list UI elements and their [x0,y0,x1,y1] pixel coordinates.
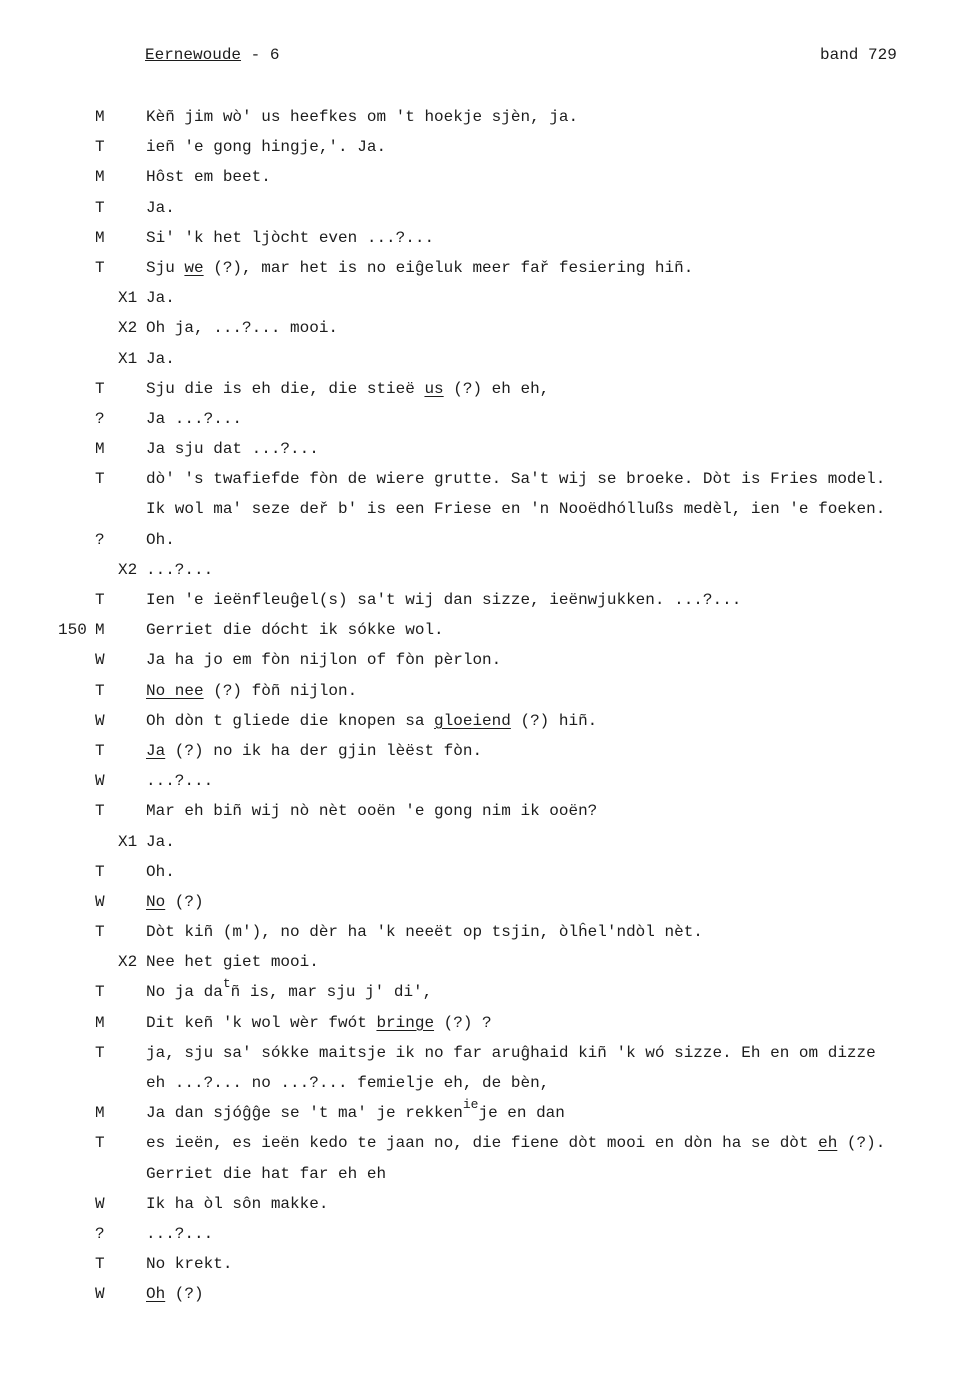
underlined-word: Ja [146,741,166,760]
transcript-line [0,920,973,950]
speaker-label: W [95,651,105,670]
transcript-line [0,437,973,467]
speaker-label: X2 [118,953,138,972]
utterance-text: Hôst em beet. [146,168,271,187]
speaker-label: T [95,1134,105,1153]
utterance-text: Ja. [146,349,175,368]
transcript-line [0,976,973,1010]
transcript-line [0,1162,973,1192]
speaker-label: T [95,138,105,157]
utterance-text: ...?... [146,560,214,579]
underlined-word: No nee [146,681,204,700]
utterance-text: Mar eh biñ wij nò nèt ooën 'e gong nim ik ooën? [146,802,598,821]
utterance-text: No (?) [146,892,204,911]
utterance-text: No krekt. [146,1255,233,1274]
utterance-text: Kèñ jim wò' us heefkes om 't hoekje sjèn, ja. [146,108,579,126]
utterance-text: Sju die is eh die, die stieë us (?) eh eh, [146,379,550,398]
speaker-label: ? [95,409,105,428]
speaker-label: X1 [118,832,138,851]
utterance-text: dò' 's twafiefde fòn de wiere grutte. Sa't wij se broeke. Dòt is Fries model. [146,470,886,489]
utterance-text: Oh. [146,530,175,549]
utterance-text: Oh ja, ...?... mooi. [146,319,339,338]
speaker-label: W [95,711,105,730]
utterance-text: Ja. [146,198,175,217]
utterance-text: Dit keñ 'k wol wèr fwót bringe (?) ? [146,1013,492,1032]
speaker-label: T [95,379,105,398]
utterance-text: Dòt kiñ (m'), no dèr ha 'k neeët op tsjin, òlĥel'ndòl nèt. [146,923,703,942]
transcript-line [0,1282,973,1312]
utterance-text: Ja ha jo em fòn nijlon of fòn pèrlon. [146,651,502,670]
speaker-label: M [95,621,105,640]
speaker-label: T [95,470,105,489]
utterance-text: Ja dan sjóĝĝe se 't ma' je rekken$^{ie}$je en dan [146,1097,565,1123]
transcript-line [0,890,973,920]
transcript-line [0,196,973,226]
utterance-text: Ik wol ma' seze deř b' is een Friese en 'n Nooëdhóllußs medèl, ien 'e foeken. [146,500,886,519]
utterance-text: Gerriet die hat far eh eh [146,1164,387,1183]
page-header-left [145,46,279,64]
speaker-label: T [95,591,105,609]
transcript-line [0,316,973,346]
transcript-line [0,709,973,739]
underlined-word: us [424,379,444,398]
utterance-text: Ja ...?... [146,409,243,428]
speaker-label: T [95,802,105,821]
speaker-label: W [95,772,105,791]
utterance-text: Ja. [146,289,175,308]
utterance-text: Ja sju dat ...?... [146,440,319,459]
transcript-line [0,950,973,980]
utterance-text: No nee (?) fòñ nijlon. [146,681,358,700]
underlined-word: Oh [146,1285,166,1304]
utterance-text: Sju we (?), mar het is no eiĝeluk meer fař fesiering hiñ. [146,258,694,277]
transcript-line [0,558,973,588]
speaker-label: T [95,741,105,760]
speaker-label: T [95,923,105,942]
speaker-label: X2 [118,560,138,579]
speaker-label: W [95,1194,105,1213]
transcript-line [0,377,973,407]
transcript-line [0,1011,973,1041]
utterance-text: es ieën, es ieën kedo te jaan no, die fiene dòt mooi en dòn ha se dòt eh (?). [146,1134,886,1153]
utterance-text: ieñ 'e gong hingje,'. Ja. [146,138,387,157]
speaker-label: ? [95,1224,105,1243]
transcript-line [0,679,973,709]
utterance-text: Ja. [146,832,175,851]
speaker-label: M [95,1013,105,1032]
underlined-word: gloeiend [434,711,511,730]
utterance-text: ...?... [146,772,214,791]
utterance-text: Gerriet die dócht ik sókke wol. [146,621,444,640]
transcript-line [0,226,973,256]
transcript-line [0,1131,973,1161]
utterance-text: Ien 'e ieënfleuĝel(s) sa't wij dan sizze, ieënwjukken. ...?... [146,591,742,609]
transcript-line [0,165,973,195]
speaker-label: X1 [118,349,138,368]
transcript-line [0,618,973,648]
speaker-label: T [95,681,105,700]
page-number: - 6 [241,46,280,64]
utterance-text: ja, sju sa' sókke maitsje ik no far aruĝhaid kiñ 'k wó sizze. Eh en om dizze [146,1043,876,1062]
transcript-line [0,830,973,860]
utterance-text: Oh dòn t gliede die knopen sa gloeiend (?) hiñ. [146,711,598,730]
speaker-label: X2 [118,319,138,338]
superscript-correction: t [222,976,231,992]
transcript-line [0,739,973,769]
speaker-label: T [95,862,105,881]
speaker-label: W [95,892,105,911]
speaker-label: T [95,1255,105,1274]
speaker-label: M [95,168,105,187]
utterance-text: Si' 'k het ljòcht even ...?... [146,228,435,247]
transcript-line [0,1071,973,1101]
speaker-label: ? [95,530,105,549]
place-name: Eernewoude [145,46,242,64]
transcript-lines [0,105,973,1313]
underlined-word: No [146,892,166,911]
speaker-label: T [95,983,105,1002]
speaker-label: X1 [118,289,138,308]
transcript-line [0,497,973,527]
transcript-line [0,528,973,558]
transcript-line [0,347,973,377]
speaker-label: T [95,258,105,277]
utterance-text: Oh (?) [146,1285,204,1304]
utterance-text: Nee het giet mooi. [146,953,319,972]
band-number: band 729 [820,46,897,64]
underlined-word: we [184,258,204,277]
transcript-line [0,1097,973,1131]
underlined-word: eh [818,1134,838,1153]
transcript-line [0,1222,973,1252]
transcript-line [0,286,973,316]
utterance-text: No ja $da^tñ$ is, mar sju j' di', [146,976,433,1002]
transcript-line [0,256,973,286]
speaker-label: T [95,198,105,217]
speaker-label: T [95,1043,105,1062]
transcript-line [0,135,973,165]
transcript-line [0,105,973,135]
transcript-line [0,769,973,799]
speaker-label: M [95,228,105,247]
transcript-line [0,648,973,678]
transcript-line [0,1252,973,1282]
speaker-label: M [95,440,105,459]
utterance-text: eh ...?... no ...?... femielje eh, de bèn, [146,1074,550,1092]
speaker-label: W [95,1285,105,1304]
superscript-correction: ie [462,1097,479,1113]
transcript-line [0,588,973,618]
utterance-text: ...?... [146,1224,214,1243]
line-number: 150 [58,621,87,640]
transcript-line [0,860,973,890]
underlined-word: bringe [376,1013,435,1032]
utterance-text: Ja (?) no ik ha der gjin lèëst fòn. [146,741,483,760]
utterance-text: Ik ha òl sôn makke. [146,1194,329,1213]
speaker-label: M [95,1104,105,1123]
utterance-text: Oh. [146,862,175,881]
transcript-line [0,1041,973,1071]
speaker-label: M [95,108,105,126]
transcript-line [0,407,973,437]
transcript-line [0,467,973,497]
transcript-line [0,1192,973,1222]
transcript-line [0,799,973,829]
